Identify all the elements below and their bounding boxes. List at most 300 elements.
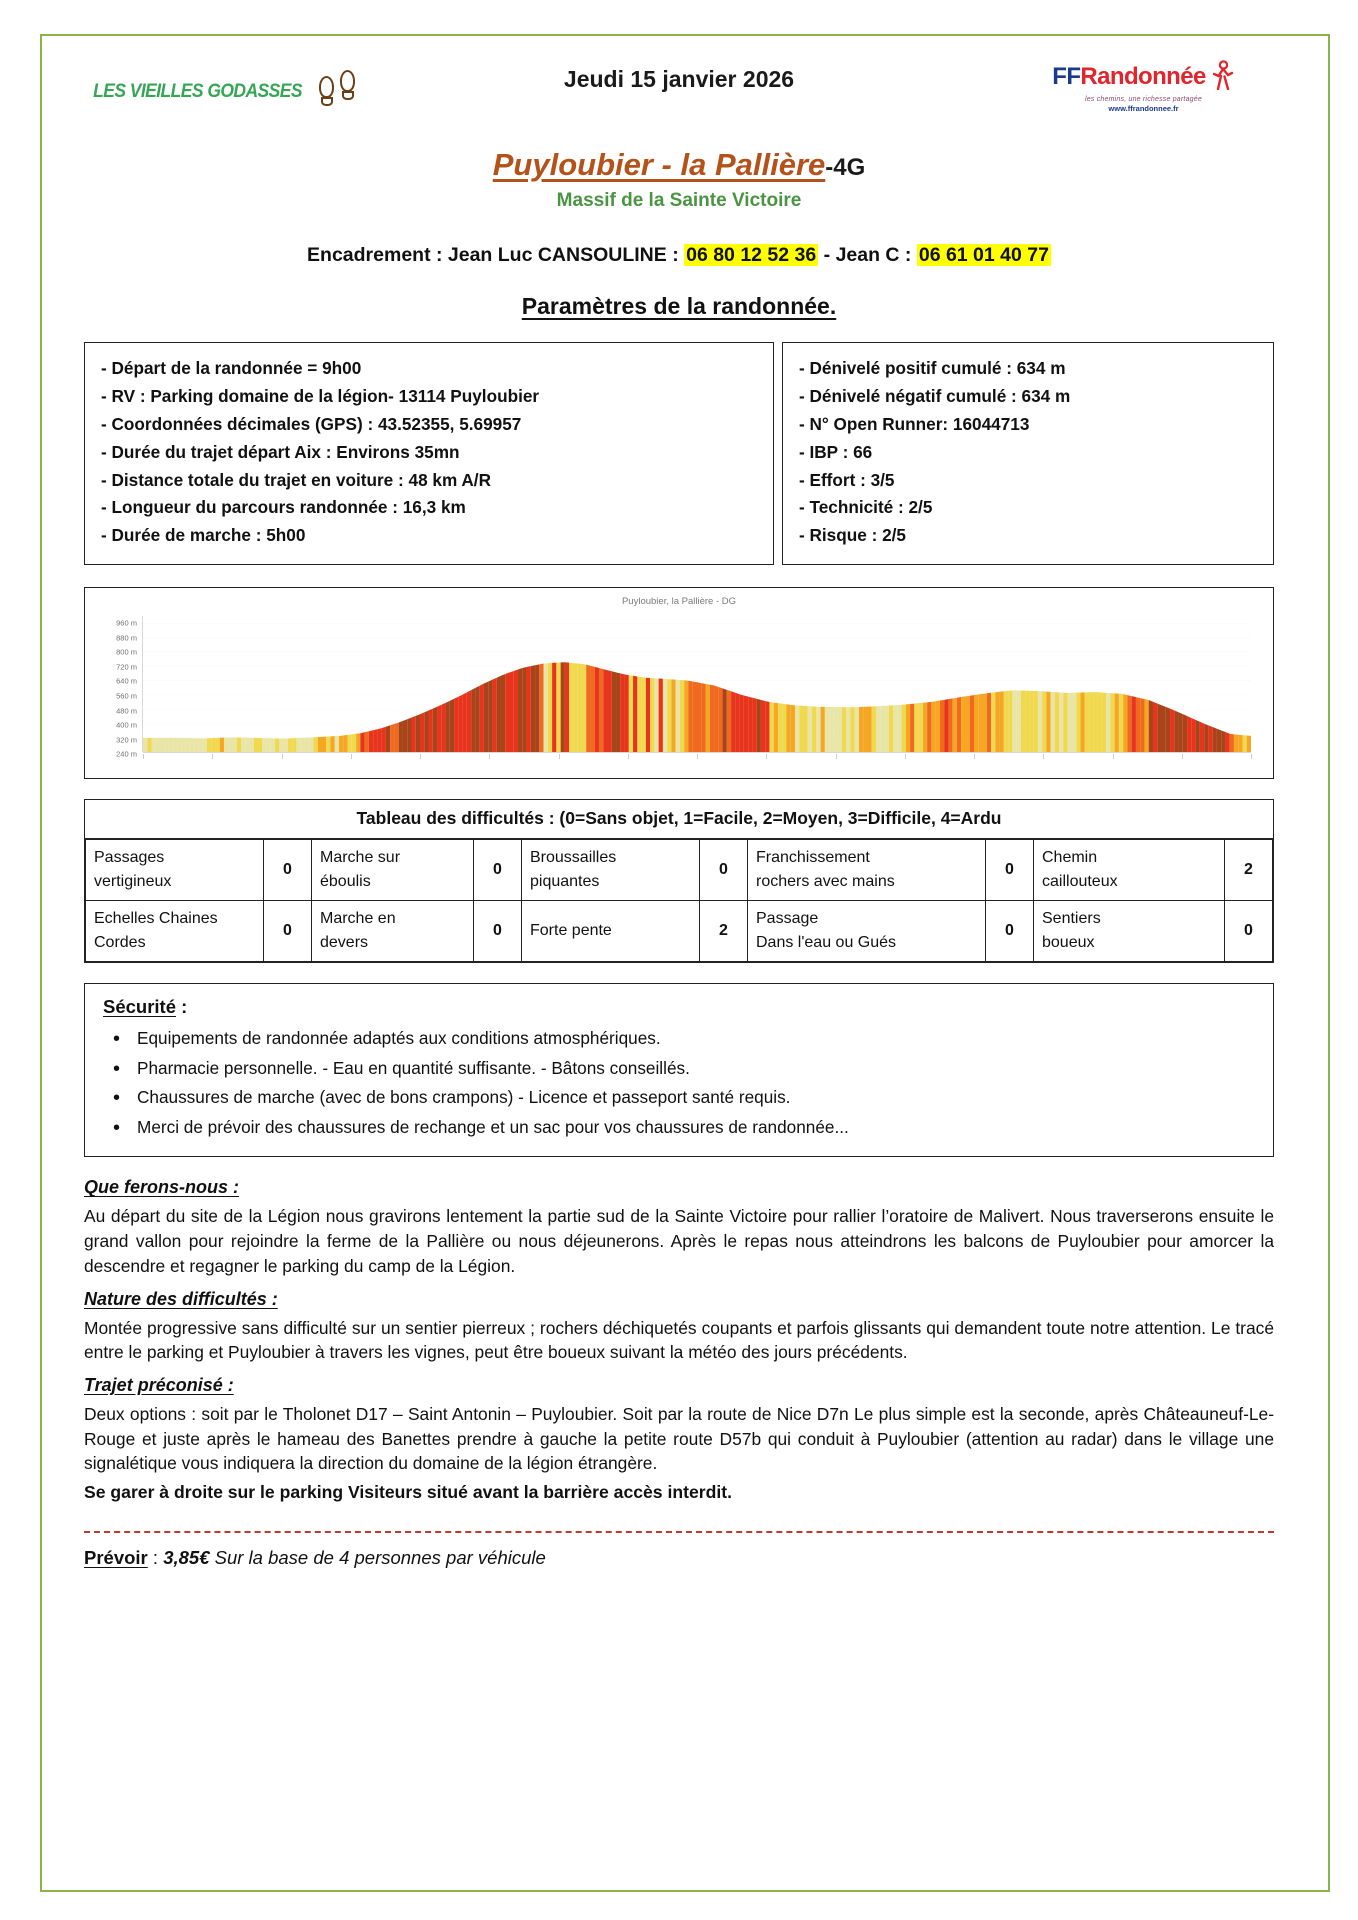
elevation-band xyxy=(846,707,850,752)
chart-x-tick xyxy=(1182,754,1183,759)
elevation-band xyxy=(1063,693,1067,752)
elevation-band xyxy=(1072,693,1076,752)
elevation-band xyxy=(761,700,765,752)
elevation-band xyxy=(991,692,995,752)
elevation-band xyxy=(1025,691,1029,752)
chart-x-tick xyxy=(559,754,560,759)
elevation-band xyxy=(1242,735,1246,752)
elevation-band xyxy=(838,707,842,752)
elevation-band xyxy=(1213,727,1217,752)
chart-x-tick xyxy=(697,754,698,759)
elevation-band xyxy=(1204,724,1208,752)
difficulty-value: 0 xyxy=(700,840,748,901)
elevation-band xyxy=(1144,699,1148,752)
elevation-band xyxy=(936,701,940,752)
elevation-band xyxy=(450,699,454,752)
chart-x-tick xyxy=(282,754,283,759)
parameters-left-box xyxy=(84,342,774,565)
elevation-band xyxy=(650,678,654,752)
document-header xyxy=(84,44,1274,136)
elevation-band xyxy=(842,707,846,752)
elevation-band xyxy=(731,691,735,752)
elevation-band xyxy=(697,682,701,752)
param-line: - Distance totale du trajet en voiture : 48 km A/R xyxy=(101,469,491,490)
elevation-band xyxy=(301,738,305,752)
elevation-band xyxy=(335,736,339,752)
chart-y-tick-label: 800 m xyxy=(116,647,137,657)
elevation-band xyxy=(791,705,795,752)
elevation-band xyxy=(539,664,543,752)
elevation-band xyxy=(1247,736,1251,752)
elevation-band xyxy=(522,667,526,752)
elevation-band xyxy=(616,672,620,752)
param-line: - Durée de marche : 5h00 xyxy=(101,525,306,546)
elevation-band xyxy=(169,738,173,752)
elevation-band xyxy=(646,678,650,752)
elevation-band xyxy=(752,698,756,752)
difficulty-label: Passages vertigineux xyxy=(86,840,264,901)
elevation-band xyxy=(893,705,897,752)
elevation-area-series xyxy=(143,616,1251,752)
elevation-band xyxy=(586,665,590,752)
chart-plot-area xyxy=(143,616,1251,752)
elevation-band xyxy=(825,707,829,752)
elevation-band xyxy=(399,721,403,752)
chart-y-tick-label: 240 m xyxy=(116,749,137,759)
elevation-band xyxy=(680,680,684,752)
elevation-band xyxy=(1068,693,1072,752)
elevation-band xyxy=(1004,691,1008,752)
elevation-band xyxy=(876,706,880,752)
elevation-band xyxy=(531,665,535,752)
narrative-section xyxy=(84,1177,1274,1505)
elevation-band xyxy=(804,706,808,752)
difficulty-value: 2 xyxy=(1225,840,1273,901)
elevation-band xyxy=(484,682,488,752)
elevation-band xyxy=(497,676,501,752)
elevation-band xyxy=(659,679,663,752)
elevation-band xyxy=(1017,690,1021,752)
elevation-band xyxy=(889,705,893,752)
elevation-band xyxy=(147,738,151,752)
elevation-band xyxy=(1029,691,1033,752)
elevation-band xyxy=(833,707,837,752)
chart-y-tick-label: 480 m xyxy=(116,706,137,716)
elevation-band xyxy=(203,738,207,752)
elevation-band xyxy=(518,668,522,752)
elevation-band xyxy=(271,738,275,752)
elevation-band xyxy=(735,693,739,752)
elevation-band xyxy=(173,738,177,752)
chart-x-tick xyxy=(628,754,629,759)
elevation-band xyxy=(1179,712,1183,752)
param-line: - IBP : 66 xyxy=(799,441,873,462)
elevation-band xyxy=(701,683,705,752)
elevation-band xyxy=(961,697,965,753)
elevation-band xyxy=(390,724,394,752)
parameters-section xyxy=(84,342,1274,565)
elevation-band xyxy=(441,703,445,752)
elevation-band xyxy=(1106,693,1110,752)
elevation-band xyxy=(714,686,718,753)
elevation-band xyxy=(160,738,164,752)
elevation-band xyxy=(198,738,202,752)
elevation-band xyxy=(718,687,722,752)
elevation-band xyxy=(693,682,697,752)
chart-x-tick xyxy=(212,754,213,759)
elevation-band xyxy=(241,738,245,752)
elevation-band xyxy=(727,690,731,752)
elevation-band xyxy=(471,688,475,752)
elevation-band xyxy=(897,705,901,752)
param-line: - Dénivelé négatif cumulé : 634 m xyxy=(799,385,1071,406)
elevation-band xyxy=(365,731,369,752)
elevation-band xyxy=(1119,694,1123,752)
elevation-band xyxy=(1021,691,1025,752)
elevation-band xyxy=(629,675,633,752)
elevation-band xyxy=(983,693,987,752)
difficulty-value: 0 xyxy=(1225,901,1273,962)
elevation-band xyxy=(220,738,224,752)
elevation-band xyxy=(667,679,671,752)
param-line: - RV : Parking domaine de la légion- 13114 Puyloubier xyxy=(101,385,540,406)
elevation-band xyxy=(987,693,991,752)
club-logo xyxy=(84,70,363,114)
elevation-band xyxy=(152,738,156,752)
elevation-band xyxy=(228,737,232,752)
elevation-band xyxy=(944,699,948,752)
elevation-band xyxy=(1234,735,1238,753)
difficulty-label: Echelles Chaines Cordes xyxy=(86,901,264,962)
elevation-band xyxy=(1174,711,1178,753)
elevation-band xyxy=(795,706,799,753)
ff-randonnee: Randonnée xyxy=(1080,62,1206,90)
elevation-band xyxy=(377,728,381,752)
elevation-band xyxy=(411,716,415,752)
elevation-band xyxy=(1093,692,1097,752)
elevation-band xyxy=(1162,705,1166,752)
chart-y-axis-labels xyxy=(89,616,141,759)
chart-x-tick xyxy=(1043,754,1044,759)
elevation-band xyxy=(1200,722,1204,752)
security-section xyxy=(84,983,1274,1157)
elevation-band xyxy=(637,677,641,753)
elevation-band xyxy=(1115,693,1119,752)
elevation-band xyxy=(1042,691,1046,752)
elevation-band xyxy=(527,666,531,752)
page-content xyxy=(22,22,1336,1569)
footprints-icon xyxy=(319,70,363,114)
elevation-band xyxy=(1081,692,1085,752)
chart-y-tick-label: 960 m xyxy=(116,618,137,628)
elevation-band xyxy=(1051,692,1055,752)
elevation-band xyxy=(177,738,181,752)
club-name: LES VIEILLES GODASSES xyxy=(93,81,302,102)
elevation-band xyxy=(1225,732,1229,752)
security-item: • Chaussures de marche (avec de bons crampons) - Licence et passeport santé requis. xyxy=(137,1083,1255,1113)
elevation-band xyxy=(309,737,313,752)
elevation-band xyxy=(612,671,616,752)
elevation-band xyxy=(1085,692,1089,752)
elevation-band xyxy=(245,738,249,752)
que-ferons-nous-heading: Que ferons-nous : xyxy=(84,1177,240,1198)
elevation-profile-chart xyxy=(84,587,1274,779)
page-subtitle: Massif de la Sainte Victoire xyxy=(556,190,802,212)
elevation-band xyxy=(501,674,505,752)
elevation-band xyxy=(1012,690,1016,752)
elevation-band xyxy=(782,704,786,752)
elevation-band xyxy=(446,701,450,752)
nature-difficultes-heading: Nature des difficultés : xyxy=(84,1288,278,1309)
elevation-band xyxy=(284,739,288,753)
elevation-band xyxy=(458,695,462,752)
page-title xyxy=(84,148,1274,182)
elevation-band xyxy=(1230,734,1234,752)
table-row xyxy=(86,901,1273,962)
prevoir-rest: Sur la base de 4 personnes par véhicule xyxy=(209,1547,546,1569)
elevation-band xyxy=(181,738,185,752)
param-line: - Effort : 3/5 xyxy=(799,469,895,490)
elevation-band xyxy=(1170,709,1174,752)
encadrement-prefix: Encadrement : Jean Luc CANSOULINE : xyxy=(307,244,685,267)
trajet-preconise-text: Deux options : soit par le Tholonet D17 – Saint Antonin – Puyloubier. Soit par la route de Nice D7n Le plus simple est la seconde, après Châteauneuf-Le-Rouge et juste après le hameau des Banettes prendre à gauche la petite route D57b qui conduit à Puyloubier (attention au radar) dans le village une signalétique vous indiquera la direction du domaine de la légion étrangère. xyxy=(84,1403,1274,1474)
footer-divider xyxy=(84,1531,1274,1533)
chart-y-tick-label: 880 m xyxy=(116,633,137,643)
ff-tagline: les chemins, une richesse partagée xyxy=(1085,96,1202,103)
elevation-band xyxy=(488,680,492,752)
elevation-band xyxy=(322,737,326,752)
param-line: - N° Open Runner: 16044713 xyxy=(799,413,1030,434)
ffrandonnee-wordmark xyxy=(1041,60,1246,95)
parameters-right-box xyxy=(782,342,1274,565)
elevation-band xyxy=(394,723,398,753)
table-row xyxy=(86,840,1273,901)
elevation-band xyxy=(1076,693,1080,752)
param-line: - Longueur du parcours randonnée : 16,3 km xyxy=(101,497,466,518)
param-line: - Technicité : 2/5 xyxy=(799,497,933,518)
chart-x-tick xyxy=(766,754,767,759)
elevation-band xyxy=(1191,718,1195,752)
elevation-band xyxy=(437,705,441,752)
difficulty-value: 0 xyxy=(474,840,522,901)
elevation-band xyxy=(902,705,906,753)
elevation-band xyxy=(927,702,931,752)
elevation-band xyxy=(573,663,577,752)
elevation-band xyxy=(313,737,317,752)
elevation-band xyxy=(671,679,675,752)
elevation-band xyxy=(599,668,603,752)
elevation-band xyxy=(663,679,667,752)
elevation-band xyxy=(642,677,646,752)
chart-x-tick xyxy=(1251,754,1252,759)
elevation-band xyxy=(1102,693,1106,752)
elevation-band xyxy=(816,707,820,752)
difficulty-label: Franchissement rochers avec mains xyxy=(748,840,986,901)
elevation-band xyxy=(509,671,513,752)
elevation-band xyxy=(590,666,594,752)
elevation-band xyxy=(356,733,360,752)
elevation-band xyxy=(296,738,300,752)
elevation-band xyxy=(608,670,612,752)
elevation-band xyxy=(1166,707,1170,752)
chart-x-tick xyxy=(420,754,421,759)
elevation-band xyxy=(1187,716,1191,752)
elevation-band xyxy=(318,737,322,752)
security-list xyxy=(103,1024,1255,1142)
elevation-band xyxy=(1127,695,1131,752)
walking-person-icon xyxy=(1209,60,1235,95)
elevation-band xyxy=(688,681,692,752)
chart-x-tick xyxy=(836,754,837,759)
elevation-band xyxy=(880,706,884,752)
chart-x-ticks xyxy=(143,754,1251,766)
elevation-band xyxy=(420,713,424,753)
elevation-band xyxy=(1217,729,1221,752)
elevation-band xyxy=(948,699,952,753)
encadrement-middle: - Jean C : xyxy=(818,244,917,267)
elevation-band xyxy=(578,664,582,752)
elevation-band xyxy=(279,739,283,753)
elevation-band xyxy=(403,719,407,752)
elevation-band xyxy=(1221,730,1225,752)
elevation-band xyxy=(348,734,352,752)
leader-phone-1: 06 80 12 52 36 xyxy=(686,244,817,267)
elevation-band xyxy=(970,695,974,752)
elevation-band xyxy=(237,738,241,753)
elevation-band xyxy=(710,685,714,752)
que-ferons-nous-text: Au départ du site de la Légion nous gravirons lentement la partie sud de la Sainte Victoire pour rallier l’oratoire de Malivert. Nous traverserons ensuite le grand vallon pour rejoindre la ferme de la Pallière ou nous déjeunerons. Après le repas nous atteindrons les balcons de Puyloubier pour amorcer la descendre et regagner le parking du camp de la Légion. xyxy=(84,1206,1274,1276)
elevation-band xyxy=(548,663,552,752)
elevation-band xyxy=(514,670,518,752)
chart-x-axis xyxy=(143,752,1251,753)
elevation-band xyxy=(369,730,373,752)
trajet-preconise-heading: Trajet préconisé : xyxy=(84,1374,234,1395)
title-place: Puyloubier - la Pallière xyxy=(492,147,826,182)
elevation-band xyxy=(812,706,816,752)
elevation-band xyxy=(250,738,254,752)
elevation-band xyxy=(305,738,309,753)
elevation-band xyxy=(292,738,296,752)
elevation-band xyxy=(475,686,479,752)
param-line: - Durée du trajet départ Aix : Environs 35mn xyxy=(101,441,460,462)
elevation-band xyxy=(156,738,160,752)
elevation-band xyxy=(254,738,258,752)
elevation-band xyxy=(855,707,859,752)
elevation-band xyxy=(416,714,420,752)
elevation-band xyxy=(424,711,428,752)
chart-y-tick-label: 320 m xyxy=(116,735,137,745)
difficulty-label: Forte pente xyxy=(522,901,700,962)
elevation-band xyxy=(676,680,680,752)
chart-x-tick xyxy=(143,754,144,759)
elevation-band xyxy=(258,738,262,752)
difficulty-label: Marche en devers xyxy=(312,901,474,962)
elevation-band xyxy=(552,663,556,752)
difficulty-label: Chemin caillouteux xyxy=(1034,840,1225,901)
elevation-band xyxy=(463,693,467,753)
elevation-band xyxy=(1046,692,1050,752)
elevation-band xyxy=(723,688,727,752)
elevation-band xyxy=(799,706,803,752)
elevation-band xyxy=(339,736,343,753)
elevation-band xyxy=(1196,720,1200,752)
elevation-band xyxy=(1238,735,1242,752)
elevation-band xyxy=(164,738,168,752)
elevation-band xyxy=(582,664,586,752)
elevation-band xyxy=(872,707,876,753)
elevation-band xyxy=(684,680,688,752)
difficulty-table-header: Tableau des difficultés : (0=Sans objet, 1=Facile, 2=Moyen, 3=Difficile, 4=Ardu xyxy=(85,800,1273,839)
elevation-band xyxy=(923,702,927,752)
parameters-title: Paramètres de la randonnée. xyxy=(521,293,837,320)
elevation-band xyxy=(965,696,969,752)
elevation-band xyxy=(492,678,496,752)
elevation-band xyxy=(433,707,437,752)
elevation-band xyxy=(995,692,999,752)
elevation-band xyxy=(769,702,773,752)
elevation-band xyxy=(454,697,458,752)
param-line: - Coordonnées décimales (GPS) : 43.52355, 5.69957 xyxy=(101,413,522,434)
elevation-band xyxy=(1153,702,1157,752)
prevoir-label: Prévoir xyxy=(84,1547,148,1569)
chart-y-tick-label: 560 m xyxy=(116,691,137,701)
chart-y-tick-label: 400 m xyxy=(116,720,137,730)
elevation-band xyxy=(1208,725,1212,752)
elevation-band xyxy=(505,673,509,752)
elevation-band xyxy=(1149,700,1153,752)
difficulty-value: 0 xyxy=(986,901,1034,962)
elevation-band xyxy=(190,738,194,752)
elevation-band xyxy=(595,667,599,752)
chart-title: Puyloubier, la Pallière - DG xyxy=(621,596,737,608)
elevation-band xyxy=(850,707,854,752)
difficulty-value: 0 xyxy=(264,840,312,901)
elevation-band xyxy=(1000,691,1004,752)
elevation-band xyxy=(360,732,364,752)
elevation-band xyxy=(224,738,228,753)
elevation-band xyxy=(774,703,778,752)
elevation-band xyxy=(382,727,386,752)
elevation-band xyxy=(373,729,377,752)
elevation-band xyxy=(914,703,918,752)
elevation-band xyxy=(1157,704,1161,753)
elevation-band xyxy=(1123,694,1127,752)
leader-phone-2: 06 61 01 40 77 xyxy=(918,244,1049,267)
nature-difficultes-text: Montée progressive sans difficulté sur un sentier pierreux ; rochers déchiquetés coupants et parfois glissants qui demandent toute notre attention. Le tracé entre le parking et Puyloubier à travers les vignes, peut être boueux suivant la météo des jours précédents. xyxy=(84,1317,1274,1363)
difficulty-value: 2 xyxy=(700,901,748,962)
elevation-band xyxy=(143,738,147,752)
elevation-band xyxy=(331,736,335,752)
elevation-band xyxy=(859,707,863,752)
elevation-band xyxy=(262,738,266,752)
elevation-band xyxy=(275,738,279,752)
elevation-band xyxy=(867,707,871,752)
elevation-band xyxy=(1136,697,1140,752)
elevation-band xyxy=(829,707,833,752)
ffrandonnee-logo xyxy=(1041,60,1246,113)
difficulty-grid xyxy=(85,839,1273,962)
elevation-band xyxy=(267,738,271,752)
elevation-band xyxy=(232,737,236,752)
elevation-band xyxy=(343,735,347,752)
elevation-band xyxy=(1059,693,1063,753)
elevation-band xyxy=(940,700,944,752)
ff-prefix: FF xyxy=(1052,62,1081,90)
elevation-band xyxy=(974,695,978,753)
elevation-band xyxy=(535,664,539,752)
elevation-band xyxy=(1140,698,1144,752)
prevoir-line xyxy=(84,1547,1274,1569)
